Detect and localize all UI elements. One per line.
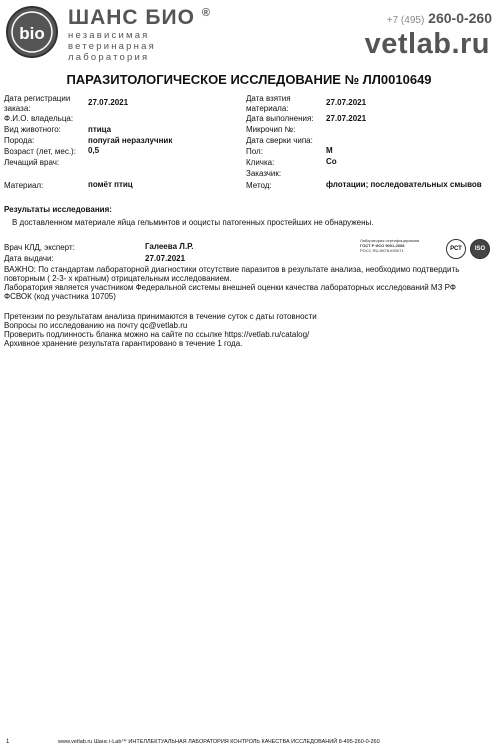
label-chip-check-date: Дата сверки чипа: [246, 136, 313, 145]
note-line-4: ФСВОК (код участника 10705) [4, 292, 116, 301]
label-registration-date: Дата регистрации заказа: [4, 94, 71, 113]
label-owner: Ф.И.О. владельца: [4, 114, 74, 123]
claims-line-1: Претензии по результатам анализа принимаются в течение суток с даты готовности [4, 312, 317, 321]
cert-line-2: ГОСТ Р ИСО 9001-2008 [360, 243, 405, 248]
label-material: Материал: [4, 181, 44, 190]
results-text: В доставленном материале яйца гельминтов и ооцисты патогенных простейших не обнаружены. [12, 218, 374, 227]
label-age: Возраст (лет, мес.): [4, 147, 76, 156]
website: vetlab.ru [364, 28, 490, 60]
phone-number: 260-0-260 [428, 10, 492, 26]
value-material: помёт птиц [88, 180, 133, 189]
note-line-2: повторным ( 2-3- х кратным) отрицательным исследованием. [4, 274, 232, 283]
claims-line-3: Проверить подлинность бланка можно на сайте по ссылке https://vetlab.ru/catalog/ [4, 330, 310, 339]
claims-line-2: Вопросы по исследованию на почту qc@vetlab.ru [4, 321, 188, 330]
claims-line-4: Архивное хранение результата гарантировано в течение 1 года. [4, 339, 243, 348]
value-method: флотации; последовательных смывов [326, 180, 482, 189]
tagline-line-2: ветеринарная [68, 41, 156, 52]
cert-line-1: Лаборатория сертифицирована [360, 238, 420, 243]
label-sex: Пол: [246, 147, 263, 156]
value-registration-date: 27.07.2021 [88, 98, 129, 107]
footer-text: www.vetlab.ru Шанс i-Lab™ ИНТЕЛЛЕКТУАЛЬНАЯ ЛАБОРАТОРИЯ КОНТРОЛЬ КАЧЕСТВА ИССЛЕДОВАНИЙ 8-495-260-0-260 [58, 739, 380, 745]
logo [6, 6, 58, 58]
value-age: 0,5 [88, 146, 100, 155]
logo-mark-icon [8, 8, 56, 56]
note-line-1: ВАЖНО: По стандартам лабораторной диагностики отсутствие паразитов в результате анализа, необходимо подтвердить [4, 265, 460, 274]
label-breed: Порода: [4, 136, 35, 145]
certification-block [360, 238, 492, 262]
brand-name [68, 6, 211, 30]
certification-text [360, 238, 444, 253]
label-doctor: Врач КЛД, эксперт: [4, 243, 75, 252]
value-sample-date: 27.07.2021 [326, 98, 367, 107]
label-customer: Заказчик: [246, 169, 282, 178]
brand-text: ШАНС БИО [68, 6, 195, 29]
label-vet: Лечащий врач: [4, 158, 60, 167]
label-sample-date: Дата взятия материала: [246, 94, 291, 113]
label-issue-date: Дата выдачи: [4, 254, 54, 263]
phone [387, 10, 492, 26]
logo-letters: bio [19, 24, 45, 43]
label-species: Вид животного: [4, 125, 61, 134]
label-pet-name: Кличка: [246, 158, 275, 167]
phone-prefix: +7 (495) [386, 15, 425, 26]
document-title: ПАРАЗИТОЛОГИЧЕСКОЕ ИССЛЕДОВАНИЕ № ЛЛ0010649 [66, 72, 432, 87]
label-method: Метод: [246, 181, 272, 190]
value-doctor: Галеева Л.Р. [145, 242, 194, 251]
brand-reg: ® [201, 7, 211, 19]
tagline-line-1: независимая [68, 30, 150, 41]
note-line-3: Лаборатория является участником Федеральной системы внешней оценки качества лабораторных исследований МЗ РФ [4, 283, 456, 292]
results-title: Результаты исследования: [4, 205, 112, 214]
value-sex: М [326, 146, 333, 155]
label-completion-date: Дата выполнения: [246, 114, 314, 123]
value-completion-date: 27.07.2021 [326, 114, 367, 123]
value-species: птица [88, 125, 112, 134]
page-number: 1 [6, 739, 10, 745]
iso-mark-icon: ISO [470, 239, 490, 259]
label-microchip: Микрочип №: [246, 125, 296, 134]
cert-line-3: РОСС RU.ИК76.К00071 [360, 248, 404, 253]
tagline-line-3: лаборатория [68, 52, 150, 63]
rst-mark-icon: РСТ [446, 239, 466, 259]
value-breed: попугай неразлучник [88, 136, 173, 145]
value-pet-name: Со [326, 157, 337, 166]
value-issue-date: 27.07.2021 [145, 254, 186, 263]
